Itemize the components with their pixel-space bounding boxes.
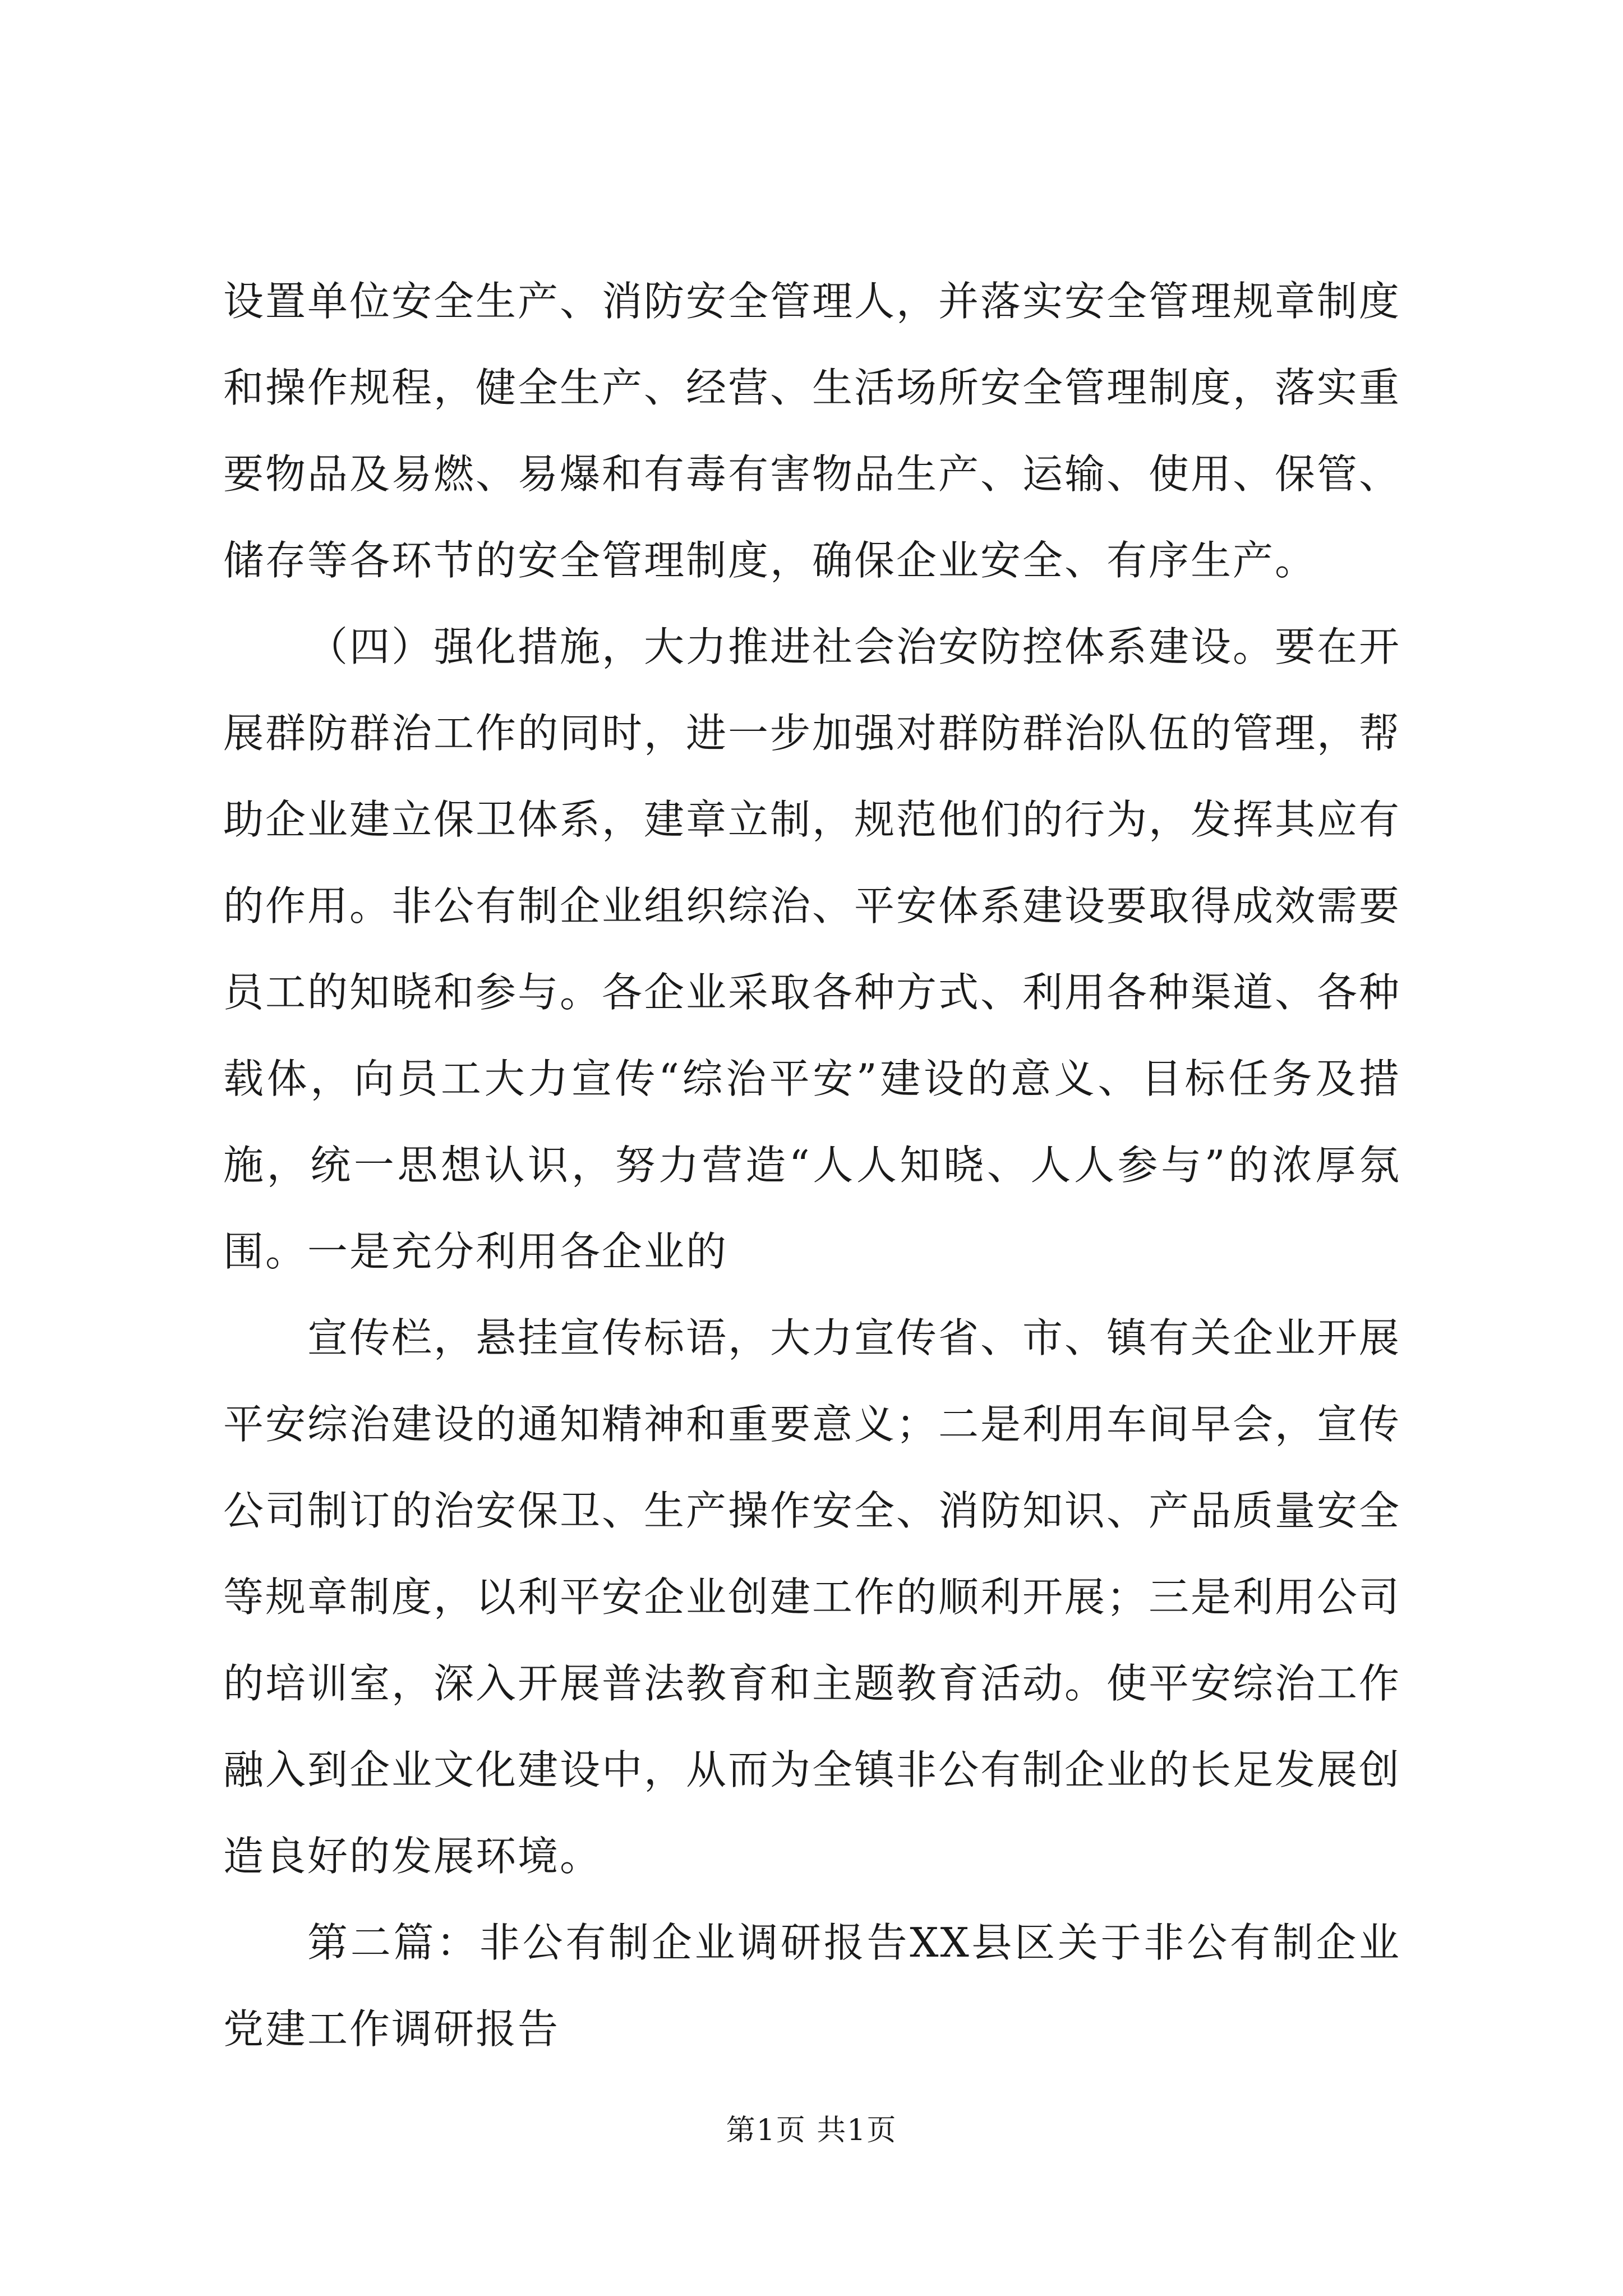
page-footer: 第1页 共1页 xyxy=(726,2114,897,2147)
paragraph-public-security: （四）强化措施，大力推进社会治安防控体系建设。要在开展群防群治工作的同时，进一步加强对群防群治队伍的管理，帮助企业建立保卫体系，建章立制，规范他们的行为，发挥其应有的作用。非公有制企业组织综治、平安体系建设要取得成效需要员工的知晓和参与。各企业采取各种方式、利用各种渠道、各种载体，向员工大力宣传“综治平安”建设的意义、目标任务及措施，统一思想认识，努力营造“人人知晓、人人参与”的浓厚氛围。一是充分利用各企业的 xyxy=(223,623,1401,1275)
paragraph-safety-management: 设置单位安全生产、消防安全管理人，并落实安全管理规章制度和操作规程，健全生产、经营、生活场所安全管理制度，落实重要物品及易燃、易爆和有毒有害物品生产、运输、使用、保管、储存等各环节的安全管理制度，确保企业安全、有序生产。 xyxy=(223,278,1401,584)
document-body xyxy=(223,258,1401,2072)
paragraph-second-article-title: 第二篇：非公有制企业调研报告XX县区关于非公有制企业党建工作调研报告 xyxy=(223,1919,1401,2053)
paragraph-publicity: 宣传栏，悬挂宣传标语，大力宣传省、市、镇有关企业开展平安综治建设的通知精神和重要意义；二是利用车间早会，宣传公司制订的治安保卫、生产操作安全、消防知识、产品质量安全等规章制度，以利平安企业创建工作的顺利开展；三是利用公司的培训室，深入开展普法教育和主题教育活动。使平安综治工作融入到企业文化建设中，从而为全镇非公有制企业的长足发展创造良好的发展环境。 xyxy=(223,1314,1401,1880)
